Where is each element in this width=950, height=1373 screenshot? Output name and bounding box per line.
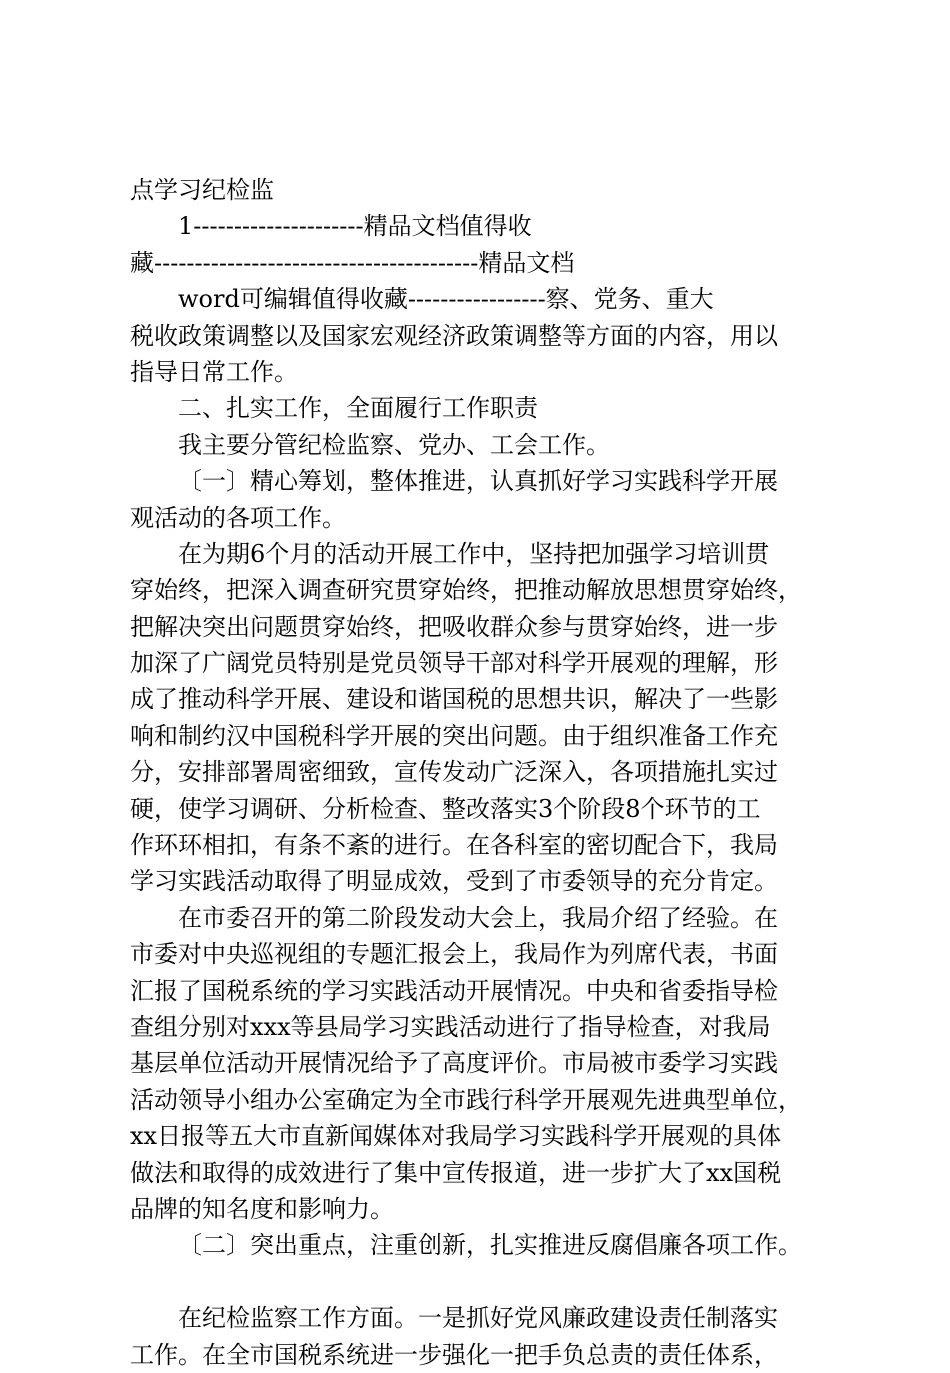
text-line: 硬，使学习调研、分析检查、整改落实3个阶段8个环节的工 — [130, 794, 761, 823]
text-line: 工作。在全市国税系统进一步强化一把手负总责的责任体系， — [130, 1340, 778, 1369]
text-line: 基层单位活动开展情况给予了高度评价。市局被市委学习实践 — [130, 1049, 778, 1078]
text-line: 穿始终，把深入调查研究贯穿始终，把推动解放思想贯穿始终， — [130, 576, 802, 605]
text-line: 点学习纪检监 — [130, 176, 274, 204]
text-line: 指导日常工作。 — [130, 357, 298, 386]
text-line: 我主要分管纪检监察、党办、工会工作。 — [178, 430, 610, 459]
text-line: 响和制约汉中国税科学开展的突出问题。由于组织准备工作充 — [130, 721, 778, 750]
text-line: 藏----------------------------------------精品文档 — [130, 248, 575, 277]
text-line: 成了推动科学开展、建设和谐国税的思想共识，解决了一些影 — [130, 685, 778, 714]
section-heading: 二、扎实工作，全面履行工作职责 — [178, 394, 538, 423]
text-line: 在为期6个月的活动开展工作中，坚持把加强学习培训贯 — [178, 539, 770, 568]
text-line: 观活动的各项工作。 — [130, 503, 346, 532]
text-line: 税收政策调整以及国家宏观经济政策调整等方面的内容，用以 — [130, 321, 778, 350]
text-line: 分，安排部署周密细致，宣传发动广泛深入，各项措施扎实过 — [130, 758, 778, 787]
text-line: 1---------------------精品文档值得收 — [178, 212, 532, 241]
document-page — [130, 172, 822, 1373]
text-line: xx日报等五大市直新闻媒体对我局学习实践科学开展观的具体 — [130, 1122, 782, 1151]
text-line: 做法和取得的成效进行了集中宣传报道，进一步扩大了xx国税 — [130, 1158, 782, 1187]
text-line: 学习实践活动取得了明显成效，受到了市委领导的充分肯定。 — [130, 867, 778, 896]
text-line: 品牌的知名度和影响力。 — [130, 1194, 394, 1223]
text-line: 加深了广阔党员特别是党员领导干部对科学开展观的理解，形 — [130, 649, 778, 678]
text-line: 把解决突出问题贯穿始终，把吸收群众参与贯穿始终，进一步 — [130, 612, 778, 641]
text-line: 汇报了国税系统的学习实践活动开展情况。中央和省委指导检 — [130, 976, 778, 1005]
text-line: 查组分别对xxx等县局学习实践活动进行了指导检查，对我局 — [130, 1012, 771, 1041]
text-line: 作环环相扣，有条不紊的进行。在各科室的密切配合下，我局 — [130, 831, 778, 860]
text-line: 在纪检监察工作方面。一是抓好党风廉政建设责任制落实 — [178, 1304, 778, 1333]
subsection-heading: 〔一〕精心筹划，整体推进，认真抓好学习实践科学开展 — [178, 467, 778, 496]
text-line: 在市委召开的第二阶段发动大会上，我局介绍了经验。在 — [178, 903, 778, 932]
subsection-heading: 〔二〕突出重点，注重创新，扎实推进反腐倡廉各项工作。 — [178, 1231, 802, 1260]
text-line: 活动领导小组办公室确定为全市践行科学开展观先进典型单位， — [130, 1085, 802, 1114]
blank-line — [130, 1264, 822, 1300]
text-line: 市委对中央巡视组的专题汇报会上，我局作为列席代表，书面 — [130, 940, 778, 969]
text-line: word可编辑值得收藏-----------------察、党务、重大 — [178, 285, 714, 314]
